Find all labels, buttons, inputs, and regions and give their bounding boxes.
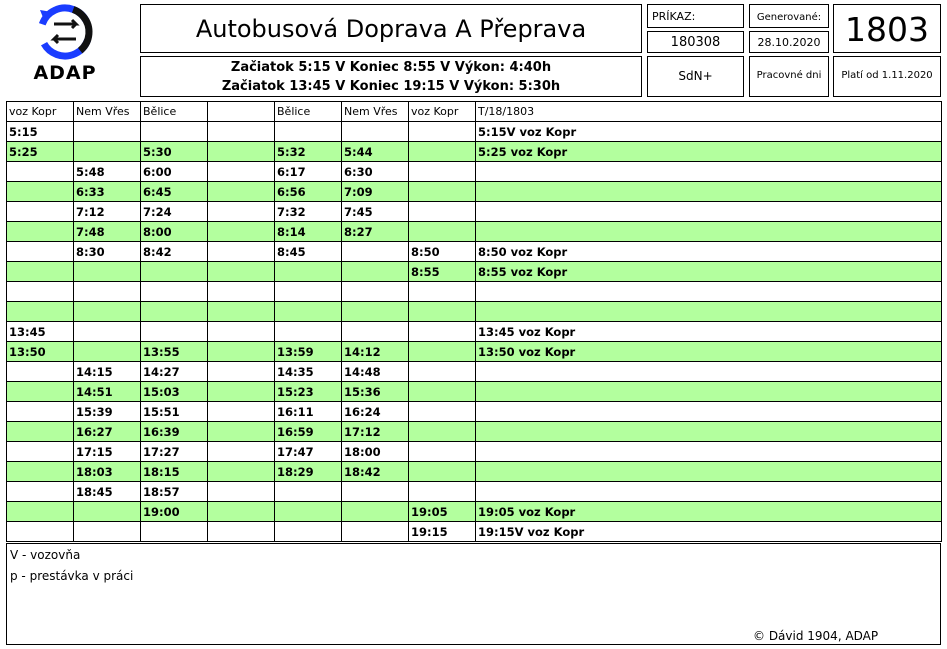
table-cell (476, 462, 942, 482)
table-cell (342, 322, 409, 342)
table-cell: 8:27 (342, 222, 409, 242)
table-cell: 5:15V voz Kopr (476, 122, 942, 142)
table-cell: 14:51 (74, 382, 141, 402)
table-cell: 19:05 voz Kopr (476, 502, 942, 522)
table-cell: 6:00 (141, 162, 208, 182)
table-cell (476, 482, 942, 502)
table-cell (7, 422, 74, 442)
table-cell: 14:12 (342, 342, 409, 362)
table-cell: 18:29 (275, 462, 342, 482)
table-cell: 5:15 (7, 122, 74, 142)
table-cell (409, 182, 476, 202)
table-cell (74, 502, 141, 522)
table-cell (7, 502, 74, 522)
table-cell (208, 162, 275, 182)
table-cell (7, 202, 74, 222)
table-cell: 5:48 (74, 162, 141, 182)
table-cell (74, 522, 141, 542)
table-cell: 6:17 (275, 162, 342, 182)
table-cell: 8:30 (74, 242, 141, 262)
operation-box (647, 56, 744, 97)
table-row (7, 482, 942, 502)
column-header: T/18/1803 (476, 102, 942, 122)
table-cell: 19:15V voz Kopr (476, 522, 942, 542)
table-cell (208, 422, 275, 442)
table-row (7, 342, 942, 362)
table-cell (409, 362, 476, 382)
table-cell (342, 262, 409, 282)
table-cell: 5:25 voz Kopr (476, 142, 942, 162)
table-cell: 17:15 (74, 442, 141, 462)
table-cell: 15:36 (342, 382, 409, 402)
table-cell: 5:25 (7, 142, 74, 162)
table-cell (208, 262, 275, 282)
table-cell: 13:45 (7, 322, 74, 342)
table-cell (141, 282, 208, 302)
legend-line-1: V - vozovňa (10, 548, 81, 562)
table-cell (208, 242, 275, 262)
table-cell (7, 482, 74, 502)
table-cell (208, 202, 275, 222)
table-cell: 6:56 (275, 182, 342, 202)
table-cell (342, 482, 409, 502)
table-cell (7, 282, 74, 302)
column-header: Bělice (141, 102, 208, 122)
generated-label: Generované: (756, 12, 822, 23)
table-row (7, 222, 942, 242)
table-cell: 17:47 (275, 442, 342, 462)
table-cell (409, 202, 476, 222)
table-cell (7, 242, 74, 262)
table-cell: 18:45 (74, 482, 141, 502)
table-cell (74, 342, 141, 362)
table-cell (476, 402, 942, 422)
shift-line-1: Začiatok 5:15 V Koniec 8:55 V Výkon: 4:40h (230, 60, 552, 75)
table-row (7, 142, 942, 162)
shift-summary (140, 56, 642, 97)
table-cell: 13:50 (7, 342, 74, 362)
table-cell: 18:15 (141, 462, 208, 482)
table-cell (74, 262, 141, 282)
table-cell (409, 422, 476, 442)
table-cell (7, 462, 74, 482)
table-row (7, 122, 942, 142)
table-cell (409, 382, 476, 402)
table-cell (208, 362, 275, 382)
column-header: voz Kopr (7, 102, 74, 122)
table-cell (342, 242, 409, 262)
table-cell (208, 222, 275, 242)
table-cell (74, 142, 141, 162)
table-cell (7, 302, 74, 322)
table-cell: 8:45 (275, 242, 342, 262)
table-row (7, 202, 942, 222)
table-cell (7, 442, 74, 462)
timetable-header-row (7, 102, 942, 122)
column-header: Nem Vřes (74, 102, 141, 122)
prikaz-label-box (647, 4, 744, 28)
table-cell (476, 382, 942, 402)
table-row (7, 362, 942, 382)
table-cell (409, 342, 476, 362)
copyright: © Dávid 1904, ADAP (753, 629, 879, 643)
table-cell (476, 222, 942, 242)
table-cell (208, 142, 275, 162)
table-cell: 6:45 (141, 182, 208, 202)
table-cell (208, 322, 275, 342)
table-cell: 7:48 (74, 222, 141, 242)
table-cell (208, 402, 275, 422)
table-cell: 8:50 (409, 242, 476, 262)
prikaz-label: PRÍKAZ: (652, 10, 696, 23)
table-cell (208, 122, 275, 142)
table-cell: 5:32 (275, 142, 342, 162)
table-cell: 16:11 (275, 402, 342, 422)
table-cell: 13:50 voz Kopr (476, 342, 942, 362)
table-cell (275, 482, 342, 502)
table-cell: 15:51 (141, 402, 208, 422)
table-cell (409, 222, 476, 242)
table-cell: 7:32 (275, 202, 342, 222)
table-cell (208, 462, 275, 482)
table-row (7, 322, 942, 342)
page-title: Autobusová Doprava A Přeprava (195, 14, 587, 43)
table-cell (141, 122, 208, 142)
table-cell (409, 122, 476, 142)
operating-days: Pracovné dni (756, 70, 822, 81)
table-cell: 13:59 (275, 342, 342, 362)
table-cell (208, 442, 275, 462)
table-cell (208, 282, 275, 302)
table-row (7, 442, 942, 462)
table-cell (208, 522, 275, 542)
table-cell (7, 522, 74, 542)
table-cell (409, 282, 476, 302)
table-cell (275, 502, 342, 522)
table-cell: 7:45 (342, 202, 409, 222)
table-cell (342, 122, 409, 142)
table-cell: 5:30 (141, 142, 208, 162)
table-cell: 14:15 (74, 362, 141, 382)
days-box (749, 56, 829, 97)
table-row (7, 242, 942, 262)
table-cell: 14:27 (141, 362, 208, 382)
column-header: voz Kopr (409, 102, 476, 122)
table-cell (7, 162, 74, 182)
table-cell: 5:44 (342, 142, 409, 162)
table-cell: 7:12 (74, 202, 141, 222)
timetable (6, 101, 942, 542)
table-cell (74, 122, 141, 142)
table-cell (409, 482, 476, 502)
adap-arrows-logo-icon (32, 2, 98, 62)
table-cell (342, 282, 409, 302)
table-row (7, 262, 942, 282)
table-cell: 8:50 voz Kopr (476, 242, 942, 262)
table-cell: 7:24 (141, 202, 208, 222)
title-box (140, 4, 642, 53)
route-number: 1803 (845, 10, 929, 49)
table-cell (409, 322, 476, 342)
table-cell (342, 302, 409, 322)
logo-text: ADAP (33, 62, 97, 84)
table-cell: 8:55 (409, 262, 476, 282)
table-cell: 19:00 (141, 502, 208, 522)
prikaz-value-box (647, 31, 744, 53)
table-cell (141, 302, 208, 322)
table-cell: 6:30 (342, 162, 409, 182)
legend (6, 543, 941, 645)
table-row (7, 302, 942, 322)
table-cell: 14:35 (275, 362, 342, 382)
operation-code: SdN+ (678, 69, 713, 83)
table-cell (208, 182, 275, 202)
table-cell: 16:39 (141, 422, 208, 442)
table-cell (275, 322, 342, 342)
table-cell (409, 162, 476, 182)
table-cell (409, 442, 476, 462)
table-cell: 8:42 (141, 242, 208, 262)
legend-line-2: p - prestávka v práci (10, 569, 134, 583)
table-cell: 15:23 (275, 382, 342, 402)
table-cell (476, 202, 942, 222)
table-cell: 18:57 (141, 482, 208, 502)
column-header (208, 102, 275, 122)
table-cell (275, 302, 342, 322)
table-cell (141, 322, 208, 342)
table-cell (74, 302, 141, 322)
table-cell (409, 142, 476, 162)
valid-from: Platí od 1.11.2020 (841, 70, 933, 81)
table-row (7, 382, 942, 402)
table-cell: 14:48 (342, 362, 409, 382)
table-cell: 8:55 voz Kopr (476, 262, 942, 282)
table-cell: 18:42 (342, 462, 409, 482)
table-cell (208, 302, 275, 322)
table-row (7, 462, 942, 482)
table-cell: 19:15 (409, 522, 476, 542)
valid-box (833, 56, 941, 97)
table-cell: 8:00 (141, 222, 208, 242)
shift-line-2: Začiatok 13:45 V Koniec 19:15 V Výkon: 5:30h (221, 79, 561, 94)
table-cell (7, 182, 74, 202)
table-cell (342, 502, 409, 522)
generated-value: 28.10.2020 (757, 36, 821, 49)
table-cell: 7:09 (342, 182, 409, 202)
table-cell (74, 282, 141, 302)
table-row (7, 282, 942, 302)
table-cell (7, 382, 74, 402)
table-row (7, 162, 942, 182)
table-cell (208, 342, 275, 362)
table-row (7, 182, 942, 202)
generated-label-box (749, 4, 829, 28)
table-cell (476, 422, 942, 442)
column-header: Nem Vřes (342, 102, 409, 122)
table-cell (476, 442, 942, 462)
table-cell: 16:59 (275, 422, 342, 442)
table-cell: 8:14 (275, 222, 342, 242)
table-cell: 13:45 voz Kopr (476, 322, 942, 342)
table-row (7, 422, 942, 442)
table-cell: 16:27 (74, 422, 141, 442)
column-header: Bělice (275, 102, 342, 122)
table-cell (275, 282, 342, 302)
table-cell: 17:12 (342, 422, 409, 442)
table-cell (141, 262, 208, 282)
table-cell: 13:55 (141, 342, 208, 362)
table-cell (74, 322, 141, 342)
table-cell (476, 282, 942, 302)
generated-value-box (749, 31, 829, 53)
table-cell (409, 302, 476, 322)
table-cell (7, 262, 74, 282)
table-cell (7, 362, 74, 382)
table-row (7, 402, 942, 422)
table-cell (476, 302, 942, 322)
table-cell (275, 122, 342, 142)
table-cell: 16:24 (342, 402, 409, 422)
table-cell (476, 362, 942, 382)
table-cell: 6:33 (74, 182, 141, 202)
table-cell (275, 522, 342, 542)
table-row (7, 522, 942, 542)
table-cell (342, 522, 409, 542)
table-cell: 18:00 (342, 442, 409, 462)
table-cell: 15:03 (141, 382, 208, 402)
table-cell (409, 462, 476, 482)
table-cell (208, 502, 275, 522)
table-row (7, 502, 942, 522)
table-cell (7, 402, 74, 422)
table-cell: 17:27 (141, 442, 208, 462)
table-cell (476, 182, 942, 202)
table-cell: 19:05 (409, 502, 476, 522)
table-cell: 18:03 (74, 462, 141, 482)
table-cell (7, 222, 74, 242)
adap-logo (20, 2, 110, 88)
prikaz-value: 180308 (670, 35, 721, 50)
table-cell (208, 382, 275, 402)
table-cell (409, 402, 476, 422)
table-cell (141, 522, 208, 542)
route-number-box (833, 4, 941, 53)
table-cell (476, 162, 942, 182)
table-cell (275, 262, 342, 282)
table-cell (208, 482, 275, 502)
table-cell: 15:39 (74, 402, 141, 422)
